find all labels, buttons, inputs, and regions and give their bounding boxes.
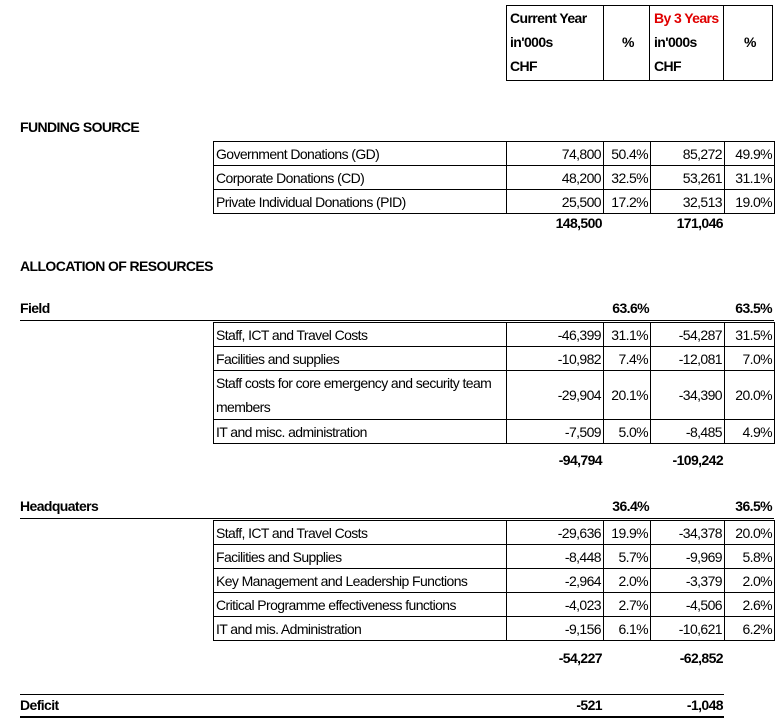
hq-title: Headquaters bbox=[20, 498, 99, 514]
row-cy-value: -4,023 bbox=[507, 593, 604, 617]
table-row bbox=[214, 142, 775, 166]
row-label: IT and misc. administration bbox=[214, 420, 507, 444]
table-row bbox=[214, 371, 775, 420]
row-cy-value: 74,800 bbox=[507, 142, 604, 166]
header-current-year-line1: Current Year bbox=[510, 10, 587, 26]
deficit-bottom-rule bbox=[20, 716, 724, 718]
row-cy-value: -29,904 bbox=[507, 371, 604, 420]
hq-y3-pct: 36.5% bbox=[735, 498, 772, 514]
row-label: Private Individual Donations (PID) bbox=[214, 190, 507, 214]
row-cy-value: -7,509 bbox=[507, 420, 604, 444]
row-label: Government Donations (GD) bbox=[214, 142, 507, 166]
row-cy-pct: 32.5% bbox=[604, 166, 651, 190]
table-row bbox=[214, 521, 775, 545]
row-cy-value: -9,156 bbox=[507, 617, 604, 641]
row-cy-pct: 5.0% bbox=[604, 420, 651, 444]
row-label: Key Management and Leadership Functions bbox=[214, 569, 507, 593]
row-cy-value: -29,636 bbox=[507, 521, 604, 545]
row-y3-value: -54,287 bbox=[651, 323, 725, 347]
table-row bbox=[214, 166, 775, 190]
row-y3-pct: 2.0% bbox=[725, 569, 775, 593]
row-y3-value: -10,621 bbox=[651, 617, 725, 641]
field-total-y3: -109,242 bbox=[672, 452, 723, 468]
row-cy-value: -46,399 bbox=[507, 323, 604, 347]
row-y3-value: -34,378 bbox=[651, 521, 725, 545]
row-y3-value: 53,261 bbox=[651, 166, 725, 190]
row-y3-pct: 6.2% bbox=[725, 617, 775, 641]
row-cy-pct: 6.1% bbox=[604, 617, 651, 641]
hq-total-cy: -54,227 bbox=[558, 650, 602, 666]
row-label: Corporate Donations (CD) bbox=[214, 166, 507, 190]
row-y3-value: 85,272 bbox=[651, 142, 725, 166]
hq-cy-pct: 36.4% bbox=[612, 498, 649, 514]
header-pct-label: % bbox=[622, 34, 634, 50]
header-by3-line2: in'000s bbox=[654, 34, 697, 50]
row-y3-pct: 5.8% bbox=[725, 545, 775, 569]
field-title: Field bbox=[20, 300, 50, 316]
funding-table bbox=[213, 141, 775, 214]
deficit-label: Deficit bbox=[20, 697, 59, 713]
row-y3-pct: 49.9% bbox=[725, 142, 775, 166]
table-row bbox=[214, 617, 775, 641]
row-cy-value: -8,448 bbox=[507, 545, 604, 569]
table-row bbox=[214, 190, 775, 214]
row-label: Staff, ICT and Travel Costs bbox=[214, 521, 507, 545]
hq-table bbox=[213, 520, 775, 641]
table-row bbox=[214, 545, 775, 569]
row-y3-pct: 20.0% bbox=[725, 521, 775, 545]
funding-total-y3: 171,046 bbox=[676, 215, 723, 231]
row-label: Facilities and supplies bbox=[214, 347, 507, 371]
row-y3-value: -12,081 bbox=[651, 347, 725, 371]
table-row bbox=[214, 420, 775, 444]
row-label: Critical Programme effectiveness functions bbox=[214, 593, 507, 617]
table-row bbox=[214, 347, 775, 371]
row-y3-pct: 7.0% bbox=[725, 347, 775, 371]
row-label: Staff costs for core emergency and security team members bbox=[214, 371, 507, 420]
row-y3-pct: 31.5% bbox=[725, 323, 775, 347]
row-cy-pct: 20.1% bbox=[604, 371, 651, 420]
deficit-top-rule bbox=[20, 694, 724, 695]
row-label: Facilities and Supplies bbox=[214, 545, 507, 569]
field-total-cy: -94,794 bbox=[558, 452, 602, 468]
table-row bbox=[214, 323, 775, 347]
header-by3-line3: CHF bbox=[654, 58, 681, 74]
row-y3-pct: 20.0% bbox=[725, 371, 775, 420]
row-y3-value: -8,485 bbox=[651, 420, 725, 444]
row-cy-value: -2,964 bbox=[507, 569, 604, 593]
row-y3-value: -3,379 bbox=[651, 569, 725, 593]
row-y3-value: -34,390 bbox=[651, 371, 725, 420]
table-row bbox=[214, 593, 775, 617]
row-cy-pct: 5.7% bbox=[604, 545, 651, 569]
row-y3-pct: 31.1% bbox=[725, 166, 775, 190]
table-row bbox=[214, 569, 775, 593]
row-y3-pct: 4.9% bbox=[725, 420, 775, 444]
row-label: IT and mis. Administration bbox=[214, 617, 507, 641]
header-by3-title: By 3 Years bbox=[654, 10, 719, 26]
row-cy-pct: 2.7% bbox=[604, 593, 651, 617]
row-cy-pct: 7.4% bbox=[604, 347, 651, 371]
row-cy-pct: 31.1% bbox=[604, 323, 651, 347]
hq-divider bbox=[20, 518, 774, 519]
allocation-title: ALLOCATION OF RESOURCES bbox=[20, 258, 213, 274]
row-cy-value: 25,500 bbox=[507, 190, 604, 214]
row-cy-value: 48,200 bbox=[507, 166, 604, 190]
row-y3-value: -4,506 bbox=[651, 593, 725, 617]
header-pct2-label: % bbox=[744, 34, 756, 50]
field-divider bbox=[20, 320, 774, 321]
funding-source-title: FUNDING SOURCE bbox=[20, 119, 140, 135]
row-y3-value: -9,969 bbox=[651, 545, 725, 569]
deficit-y3: -1,048 bbox=[686, 697, 723, 713]
funding-total-cy: 148,500 bbox=[555, 215, 602, 231]
row-cy-pct: 17.2% bbox=[604, 190, 651, 214]
field-y3-pct: 63.5% bbox=[735, 300, 772, 316]
row-cy-pct: 50.4% bbox=[604, 142, 651, 166]
row-cy-pct: 19.9% bbox=[604, 521, 651, 545]
row-y3-pct: 2.6% bbox=[725, 593, 775, 617]
header-current-year-line2: in'000s bbox=[510, 34, 553, 50]
deficit-cy: -521 bbox=[576, 697, 602, 713]
row-y3-pct: 19.0% bbox=[725, 190, 775, 214]
row-cy-value: -10,982 bbox=[507, 347, 604, 371]
field-cy-pct: 63.6% bbox=[612, 300, 649, 316]
field-table bbox=[213, 322, 775, 444]
hq-total-y3: -62,852 bbox=[679, 650, 723, 666]
row-label: Staff, ICT and Travel Costs bbox=[214, 323, 507, 347]
row-cy-pct: 2.0% bbox=[604, 569, 651, 593]
row-y3-value: 32,513 bbox=[651, 190, 725, 214]
header-current-year-line3: CHF bbox=[510, 58, 537, 74]
